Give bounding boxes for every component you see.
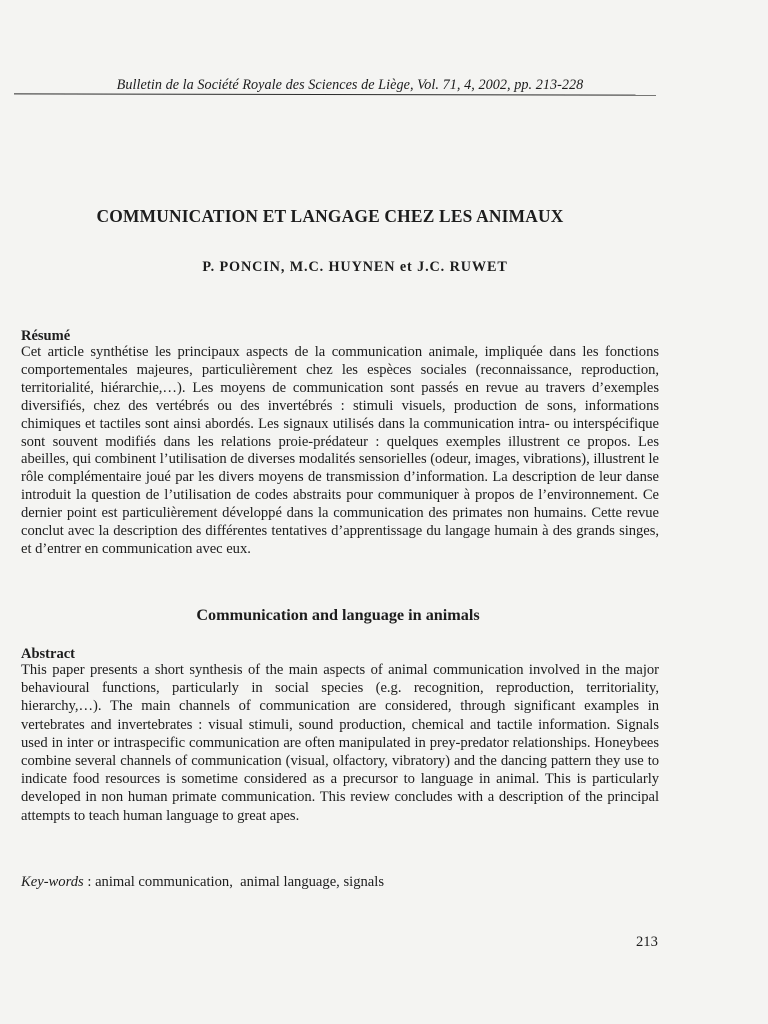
keywords-text: animal communication, animal language, signals	[95, 874, 385, 890]
header-rule	[14, 93, 656, 95]
article-title: COMMUNICATION ET LANGAGE CHEZ LES ANIMAUX	[96, 206, 564, 226]
keywords	[21, 874, 384, 891]
resume-text: Cet article synthétise les principaux aspects de la communication animale, impliquée dans les fonctions comportementales majeures, particulièrement chez les espèces sociales (reconnaissance, reproduction, territorialité, hiérarchie,…). Les moyens de communication sont passés en revue au travers d’exemples diversifiés, chez des vertébrés ou des invertébrés : stimuli visuels, production de sons, informations chimiques et tactiles sont ainsi abordés. Les signaux utilisés dans la communication intra- ou interspécifique sont souvent modifiés dans les relations proie-prédateur : quelques exemples illustrent ce propos. Les abeilles, qui combinent l’utilisation de diverses modalités sensorielles (odeur, images, vibrations), illustrent le rôle complémentaire joué par les divers moyens de transmission d’information. La description de leur danse introduit la question de l’utilisation de codes abstraits pour communiquer à propos de l’environnement. Ce dernier point est particulièrement développé dans la communication des primates non humains. Cette revue conclut avec la description des différentes tentatives d’apprentissage du langage humain à des grands singes, et d’entrer en communication avec eux.	[21, 344, 659, 557]
keywords-separator: :	[83, 874, 96, 890]
abstract-heading: Abstract	[21, 646, 75, 662]
resume-heading: Résumé	[21, 328, 71, 344]
abstract-text: This paper presents a short synthesis of the main aspects of animal communication involved in the major behavioural functions, particularly in social species (e.g. recognition, reproduction, territoriality, hierarchy,…). The main channels of communication are considered, through significant examples in vertebrates and invertebrates : visual stimuli, sound production, chemical and tactile information. Signals used in inter or intraspecific communication are often manipulated in prey-predator relationships. Honeybees combine several channels of communication (visual, olfactory, vibratory) and the dancing pattern they use to indicate food resources is sometime considered as a precursor to language in animal. This is particularly developed in non human primate communication. This review concludes with a description of the principal attempts to teach human language to great apes.	[21, 662, 659, 824]
running-header: Bulletin de la Société Royale des Sciences de Liège, Vol. 71, 4, 2002, pp. 213-228	[116, 77, 584, 93]
page-number: 213	[636, 934, 658, 950]
keywords-label: Key-words	[21, 874, 84, 890]
english-title: Communication and language in animals	[196, 606, 480, 624]
authors: P. PONCIN, M.C. HUYNEN et J.C. RUWET	[202, 259, 508, 275]
